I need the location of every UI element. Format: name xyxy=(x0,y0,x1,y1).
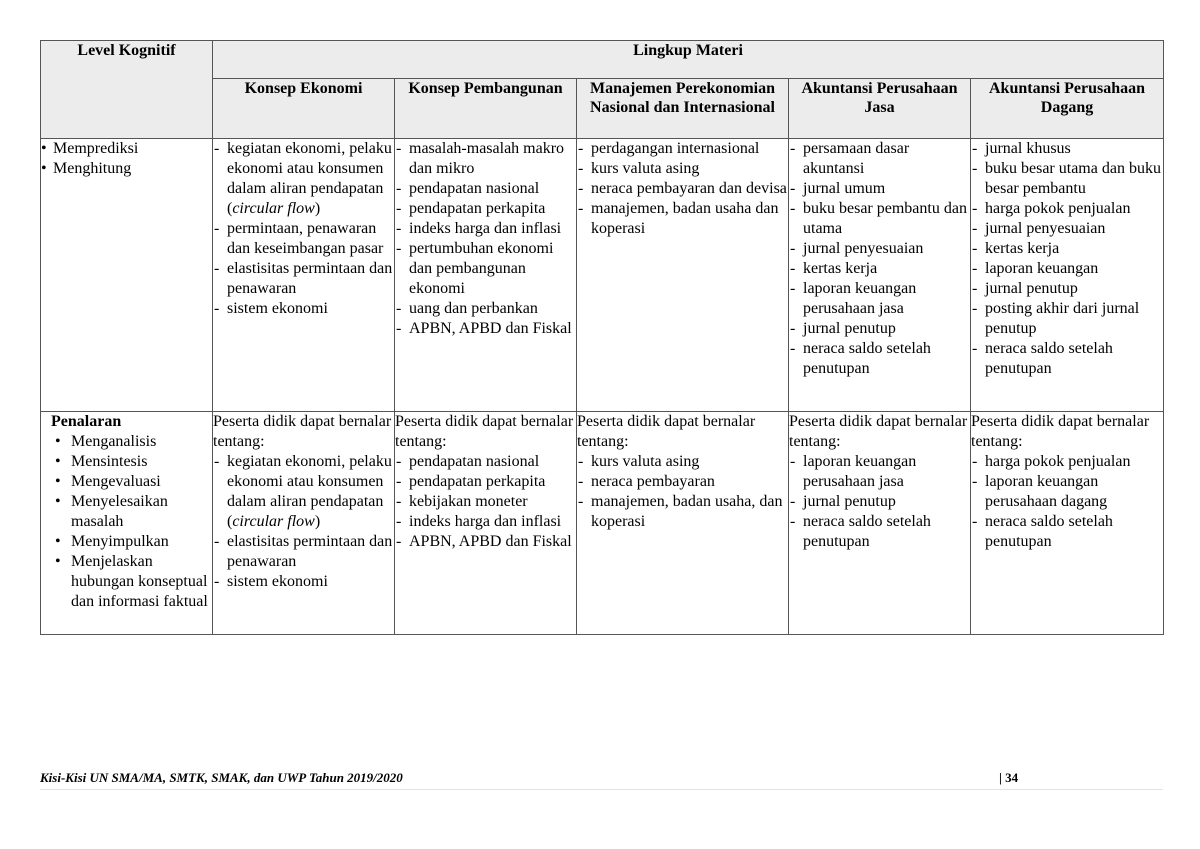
akuntansi-dagang-cell xyxy=(971,412,1164,635)
akuntansi-jasa-cell xyxy=(789,412,971,635)
kisi-kisi-table xyxy=(40,40,1164,635)
list-item: - elastisitas permintaan dan penawaran xyxy=(213,259,394,299)
konsep-pembangunan-cell xyxy=(395,139,577,412)
materi-list xyxy=(971,452,1163,552)
list-item: - neraca saldo setelah penutupan xyxy=(971,512,1163,552)
footer-document-title: Kisi-Kisi UN SMA/MA, SMTK, SMAK, dan UWP Tahun 2019/2020 xyxy=(40,770,403,785)
materi-list xyxy=(395,139,576,339)
list-item: - jurnal penyesuaian xyxy=(971,219,1163,239)
level-kognitif-header: Level Kognitif xyxy=(41,41,213,139)
materi-list xyxy=(789,452,970,552)
table-row xyxy=(41,412,1164,635)
list-item: - jurnal penutup xyxy=(789,319,970,339)
list-item: - posting akhir dari jurnal penutup xyxy=(971,299,1163,339)
cell-intro: Peserta didik dapat bernalar tentang: xyxy=(577,413,756,450)
list-item: - harga pokok penjualan xyxy=(971,199,1163,219)
level-list xyxy=(41,139,212,179)
list-item: - uang dan perbankan xyxy=(395,299,576,319)
list-item: - indeks harga dan inflasi xyxy=(395,512,576,532)
manajemen-cell xyxy=(577,412,789,635)
list-item: - neraca saldo setelah penutupan xyxy=(789,339,970,379)
level-cell xyxy=(41,412,213,635)
column-header-konsep-ekonomi: Konsep Ekonomi xyxy=(213,79,395,139)
list-item: - neraca saldo setelah penutupan xyxy=(971,339,1163,379)
materi-list xyxy=(971,139,1163,379)
level-item: • Menyelesaikan masalah xyxy=(51,492,212,532)
list-item: - jurnal penutup xyxy=(789,492,970,512)
level-item: • Menjelaskan hubungan konseptual dan informasi faktual xyxy=(51,552,212,612)
list-item: - elastisitas permintaan dan penawaran xyxy=(213,532,394,572)
level-list xyxy=(51,432,212,612)
item-text: ) xyxy=(314,513,321,530)
list-item: - pendapatan perkapita xyxy=(395,199,576,219)
table-row xyxy=(41,139,1164,412)
level-cell xyxy=(41,139,213,412)
column-header-akuntansi-dagang: Akuntansi Perusahaan Dagang xyxy=(971,79,1164,139)
column-header-akuntansi-jasa: Akuntansi Perusahaan Jasa xyxy=(789,79,971,139)
list-item: - APBN, APBD dan Fiskal xyxy=(395,319,576,339)
column-header-manajemen: Manajemen Perekonomian Nasional dan Internasional xyxy=(577,79,789,139)
materi-list xyxy=(577,452,788,532)
materi-list xyxy=(789,139,970,379)
materi-list xyxy=(213,139,394,319)
list-item: - kertas kerja xyxy=(971,239,1163,259)
konsep-pembangunan-cell xyxy=(395,412,577,635)
level-item: • Menghitung xyxy=(41,159,212,179)
list-item: - pendapatan nasional xyxy=(395,452,576,472)
item-italic-text: circular flow xyxy=(232,513,315,530)
level-item: • Menganalisis xyxy=(51,432,212,452)
akuntansi-jasa-cell xyxy=(789,139,971,412)
list-item: - kertas kerja xyxy=(789,259,970,279)
column-header-konsep-pembangunan: Konsep Pembangunan xyxy=(395,79,577,139)
akuntansi-dagang-cell xyxy=(971,139,1164,412)
list-item: - neraca saldo setelah penutupan xyxy=(789,512,970,552)
cell-intro: Peserta didik dapat bernalar tentang: xyxy=(971,413,1150,450)
item-text: ) xyxy=(314,200,321,217)
list-item xyxy=(213,452,394,532)
cell-intro: Peserta didik dapat bernalar tentang: xyxy=(395,413,574,450)
list-item xyxy=(213,139,394,219)
list-item: - harga pokok penjualan xyxy=(971,452,1163,472)
list-item: - pendapatan nasional xyxy=(395,179,576,199)
list-item: - laporan keuangan xyxy=(971,259,1163,279)
level-item: • Mensintesis xyxy=(51,452,212,472)
list-item: - manajemen, badan usaha, dan koperasi xyxy=(577,492,788,532)
list-item: - laporan keuangan perusahaan dagang xyxy=(971,472,1163,512)
manajemen-cell xyxy=(577,139,789,412)
list-item: - indeks harga dan inflasi xyxy=(395,219,576,239)
list-item: - kurs valuta asing xyxy=(577,159,788,179)
konsep-ekonomi-cell xyxy=(213,139,395,412)
penalaran-heading: Penalaran xyxy=(51,413,122,430)
list-item: - masalah-masalah makro dan mikro xyxy=(395,139,576,179)
list-item: - persamaan dasar akuntansi xyxy=(789,139,970,179)
list-item: - pendapatan perkapita xyxy=(395,472,576,492)
list-item: - buku besar utama dan buku besar pembantu xyxy=(971,159,1163,199)
list-item: - jurnal khusus xyxy=(971,139,1163,159)
list-item: - laporan keuangan perusahaan jasa xyxy=(789,452,970,492)
materi-list xyxy=(213,452,394,592)
list-item: - sistem ekonomi xyxy=(213,299,394,319)
list-item: - kurs valuta asing xyxy=(577,452,788,472)
materi-list xyxy=(395,452,576,552)
konsep-ekonomi-cell xyxy=(213,412,395,635)
lingkup-materi-header: Lingkup Materi xyxy=(213,41,1164,79)
level-item: • Memprediksi xyxy=(41,139,212,159)
list-item: - laporan keuangan perusahaan jasa xyxy=(789,279,970,319)
list-item: - neraca pembayaran dan devisa xyxy=(577,179,788,199)
list-item: - sistem ekonomi xyxy=(213,572,394,592)
item-text: kegiatan ekonomi, pelaku ekonomi atau konsumen dalam aliran pendapatan ( xyxy=(227,140,392,217)
item-italic-text: circular flow xyxy=(232,200,315,217)
level-item: • Mengevaluasi xyxy=(51,472,212,492)
list-item: - permintaan, penawaran dan keseimbangan pasar xyxy=(213,219,394,259)
footer-divider xyxy=(40,789,1163,790)
footer-page-number: | 34 xyxy=(999,770,1019,785)
list-item: - jurnal penyesuaian xyxy=(789,239,970,259)
item-text: kegiatan ekonomi, pelaku ekonomi atau konsumen dalam aliran pendapatan ( xyxy=(227,453,392,530)
level-item: • Menyimpulkan xyxy=(51,532,212,552)
list-item: - neraca pembayaran xyxy=(577,472,788,492)
cell-intro: Peserta didik dapat bernalar tentang: xyxy=(213,413,392,450)
list-item: - jurnal umum xyxy=(789,179,970,199)
list-item: - jurnal penutup xyxy=(971,279,1163,299)
list-item: - APBN, APBD dan Fiskal xyxy=(395,532,576,552)
list-item: - perdagangan internasional xyxy=(577,139,788,159)
list-item: - buku besar pembantu dan utama xyxy=(789,199,970,239)
cell-intro: Peserta didik dapat bernalar tentang: xyxy=(789,413,968,450)
list-item: - kebijakan moneter xyxy=(395,492,576,512)
list-item: - pertumbuhan ekonomi dan pembangunan ekonomi xyxy=(395,239,576,299)
list-item: - manajemen, badan usaha dan koperasi xyxy=(577,199,788,239)
materi-list xyxy=(577,139,788,239)
